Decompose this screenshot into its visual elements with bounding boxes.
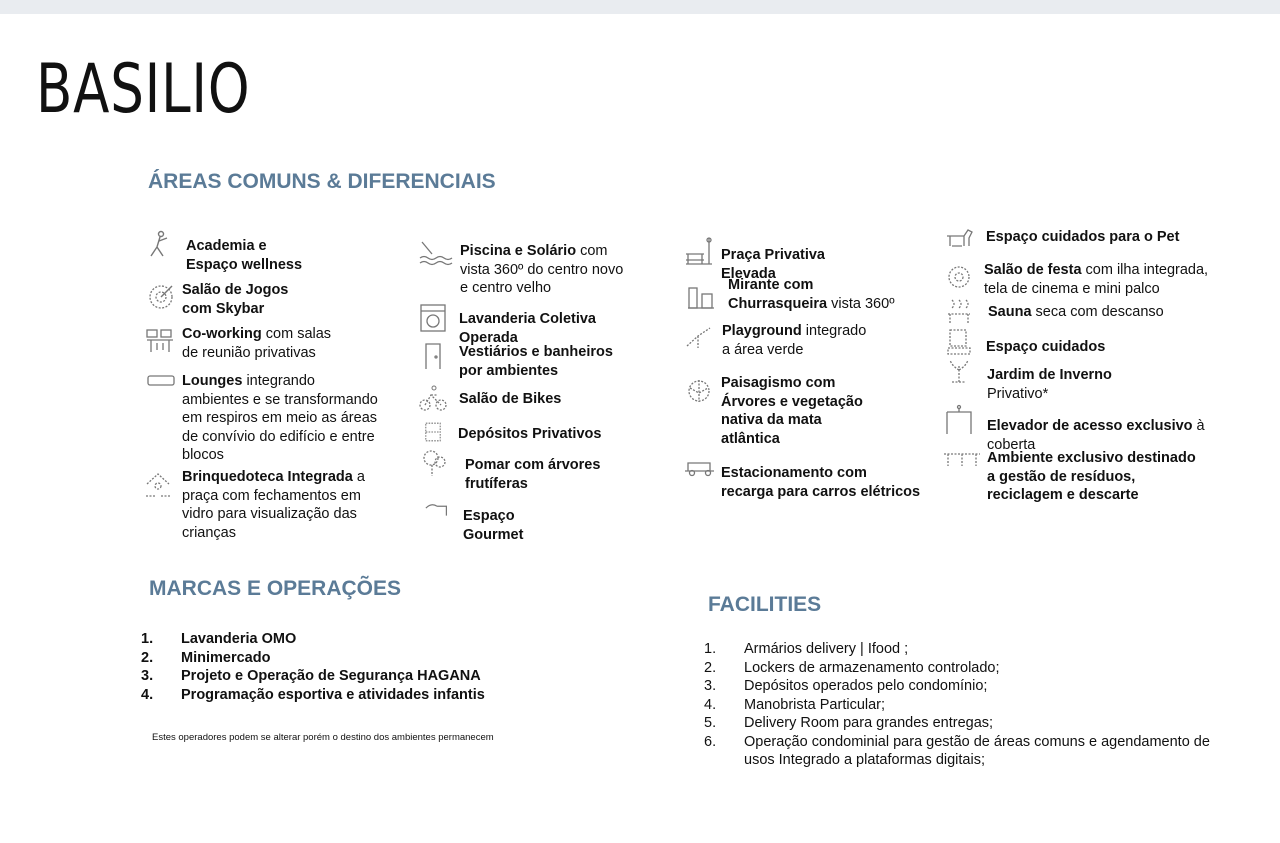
sauna-icon [944, 296, 974, 326]
marcas-title: MARCAS E OPERAÇÕES [149, 577, 402, 600]
ev-charger-icon [682, 455, 718, 479]
pool-icon [418, 238, 454, 268]
area-pet: Espaço cuidados para o Pet [986, 229, 1180, 245]
list-item: 2. Minimercado [141, 649, 271, 666]
area-elevador: Elevador de acesso exclusivo à coberta [987, 418, 1205, 453]
area-pomar: Pomar com árvores frutíferas [465, 457, 601, 492]
pet-icon [944, 222, 974, 252]
recycle-icon [942, 446, 982, 468]
list-item: 1. Armários delivery | Ifood ; [704, 641, 909, 657]
garden-icon [944, 356, 974, 386]
tree-icon [420, 448, 450, 478]
area-academia: Academia e Espaço wellness [186, 238, 303, 273]
elevator-icon [944, 404, 974, 434]
area-cuidados: Espaço cuidados [986, 339, 1106, 355]
area-praca: Praça Privativa Elevada [721, 247, 825, 282]
facilities-list [704, 640, 1210, 770]
area-lavanderia: Lavanderia Coletiva Operada [459, 311, 596, 346]
area-playground: Playground integrado a área verde [722, 323, 867, 358]
marcas-list [141, 630, 485, 704]
brand-logo: BASILIO [36, 50, 251, 129]
storage-icon [421, 420, 445, 444]
list-item: 3. Projeto e Operação de Segurança HAGANA [141, 668, 481, 684]
lounge-icon [146, 368, 176, 398]
fitness-icon [145, 230, 175, 260]
facilities-title: FACILITIES [708, 593, 822, 616]
area-jardim: Jardim de Inverno Privativo* [987, 367, 1112, 402]
plant-icon [684, 376, 714, 406]
area-bikes: Salão de Bikes [459, 391, 562, 407]
list-item: 1. Lavanderia OMO [141, 631, 297, 647]
grill-icon [686, 282, 716, 312]
coworking-icon [145, 326, 175, 356]
bike-icon [418, 383, 448, 413]
areas-title: ÁREAS COMUNS & DIFERENCIAIS [148, 170, 496, 193]
care-icon [944, 326, 974, 356]
area-gourmet: Espaço Gourmet [463, 508, 524, 543]
playground-icon [684, 322, 714, 352]
game-icon [146, 281, 176, 311]
area-coworking: Co-working com salas de reunião privativas [182, 326, 332, 361]
plaza-icon [684, 236, 714, 266]
door-icon [418, 341, 448, 371]
area-jogos: Salão de Jogos com Skybar [182, 282, 289, 317]
list-item: 4. Programação esportiva e atividades infantis [141, 686, 485, 703]
area-residuos: Ambiente exclusivo destinado a gestão de resíduos, reciclagem e descarte [987, 450, 1196, 503]
area-sauna: Sauna seca com descanso [988, 304, 1164, 320]
party-icon [944, 262, 974, 292]
area-lounges: Lounges integrando ambientes e se transformando em respiros em meio as áreas de convívio do edifício e entre blocos [182, 373, 378, 463]
area-piscina: Piscina e Solário com vista 360º do centro novo e centro velho [460, 243, 624, 296]
area-estacionamento: Estacionamento com recarga para carros elétricos [721, 465, 921, 500]
area-vestiarios: Vestiários e banheiros por ambientes [459, 344, 613, 379]
area-festa: Salão de festa com ilha integrada, tela de cinema e mini palco [984, 262, 1209, 297]
list-item: 2. Lockers de armazenamento controlado; [704, 659, 1000, 676]
kids-icon [143, 470, 173, 500]
area-mirante: Mirante com Churrasqueira vista 360º [728, 277, 895, 312]
list-item: 6. Operação condominial para gestão de áreas comuns e agendamento de usos Integrado a plataformas digitais; [704, 733, 1210, 768]
top-bar [0, 0, 1280, 14]
area-depositos: Depósitos Privativos [458, 426, 602, 442]
kitchen-icon [424, 500, 452, 520]
area-paisagismo: Paisagismo com Árvores e vegetação nativa da mata atlântica [721, 375, 863, 447]
area-brinquedoteca: Brinquedoteca Integrada a praça com fechamentos em vidro para visualização das crianças [182, 469, 365, 541]
washer-icon [418, 303, 448, 333]
list-item: 5. Delivery Room para grandes entregas; [704, 715, 994, 731]
list-item: 4. Manobrista Particular; [704, 696, 886, 713]
list-item: 3. Depósitos operados pelo condomínio; [704, 678, 988, 694]
operators-note: Estes operadores podem se alterar porém o destino dos ambientes permanecem [152, 732, 494, 743]
